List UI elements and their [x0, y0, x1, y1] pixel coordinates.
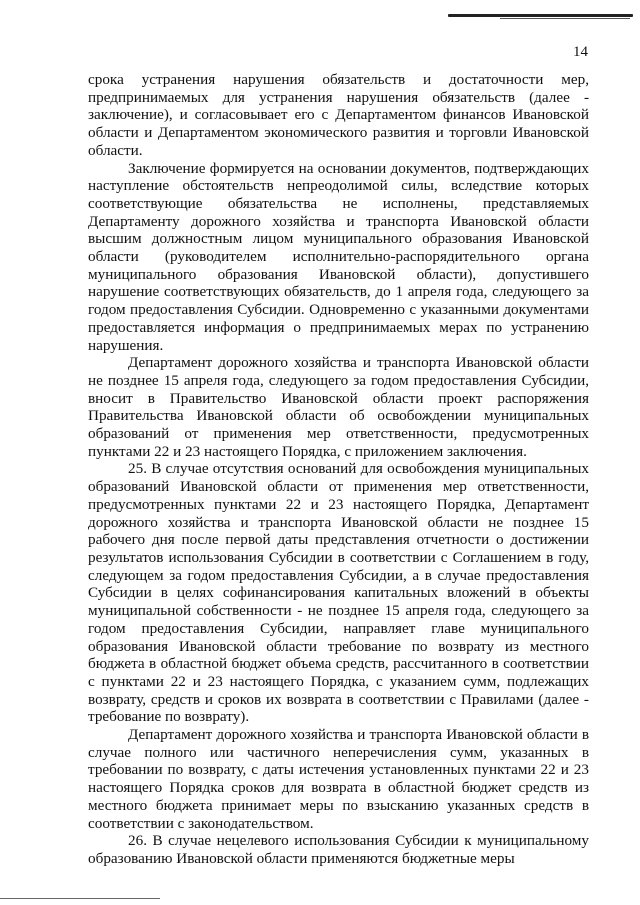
paragraph-continuation: срока устранения нарушения обязательств и достаточности мер, предпринимаемых для устранения нарушения обязательств (далее - заключение), и согласовывает его с Департаментом финансов Ивановской области и Департаментом экономического развития и торговли Ивановской области.: [88, 71, 589, 159]
paragraph-conclusion-basis: Заключение формируется на основании документов, подтверждающих наступление обстоятельств непреодолимой силы, вследствие которых соответствующие обязательства не исполнены, представляемых Департаменту дорожного хозяйства и транспорта Ивановской области высшим должностным лицом муниципального образования Ивановской области (руководителем исполнительно-распорядительного органа муниципального образования Ивановской области), допустившего нарушение соответствующих обязательств, до 1 апреля года, следующего за годом предоставления Субсидии. Одновременно с указанными документами предоставляется информация о предпринимаемых мерах по устранению нарушения.: [88, 159, 589, 354]
scan-artifact-line: [500, 18, 630, 19]
document-body: [88, 71, 589, 868]
page-number: 14: [573, 44, 588, 60]
paragraph-item-26: 26. В случае нецелевого использования Субсидии к муниципальному образованию Ивановской области применяются бюджетные меры: [88, 832, 589, 867]
scan-bottom-line: [0, 898, 160, 899]
paragraph-item-25: 25. В случае отсутствия оснований для освобождения муниципальных образований Ивановской области от применения мер ответственности, предусмотренных пунктами 22 и 23 настоящего Порядка, Департамент дорожного хозяйства и транспорта Ивановской области не позднее 15 рабочего дня после первой даты представления отчетности о достижении результатов использования Субсидии в соответствии с Соглашением в году, следующем за годом предоставления Субсидии, а в случае предоставления Субсидии в целях софинансирования капитальных вложений в объекты муниципальной собственности - не позднее 15 апреля года, следующего за годом предоставления Субсидии, направляет главе муниципального образования Ивановской области требование по возврату из местного бюджета в областной бюджет объема средств, рассчитанного в соответствии с пунктами 22 и 23 настоящего Порядка, с указанием сумм, подлежащих возврату, средств и сроков их возврата в соответствии с Правилами (далее - требование по возврату).: [88, 460, 589, 726]
paragraph-recovery-measures: Департамент дорожного хозяйства и транспорта Ивановской области в случае полного или частичного неперечисления сумм, указанных в требовании по возврату, с даты истечения установленных пунктами 22 и 23 настоящего Порядка сроков для возврата в областной бюджет средств из местного бюджета принимает меры по взысканию указанных средств в соответствии с законодательством.: [88, 726, 589, 832]
scan-artifact-mark: [448, 14, 633, 17]
paragraph-department-deadline: Департамент дорожного хозяйства и транспорта Ивановской области не позднее 15 апреля года, следующего за годом предоставления Субсидии, вносит в Правительство Ивановской области проект распоряжения Правительства Ивановской области об освобождении муниципальных образований от применения мер ответственности, предусмотренных пунктами 22 и 23 настоящего Порядка, с приложением заключения.: [88, 354, 589, 460]
